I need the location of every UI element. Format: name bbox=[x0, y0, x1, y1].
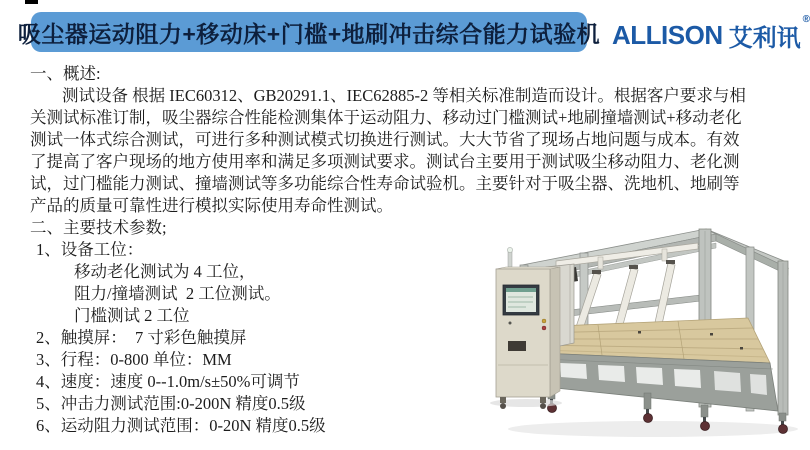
param-line: 2、触摸屏： 7 寸彩色触摸屏 bbox=[36, 328, 247, 347]
machine-photo bbox=[448, 215, 796, 447]
overview-line: 测试一体式综合测试，可进行多种测试模式切换进行测试。大大节省了现场占地问题与成本。有效 bbox=[30, 130, 740, 149]
registered-trademark-icon: ® bbox=[802, 14, 810, 25]
param-line: 5、冲击力测试范围:0-200N 精度0.5级 bbox=[36, 394, 306, 413]
brand-logo bbox=[612, 14, 810, 52]
scan-artifact bbox=[25, 0, 38, 4]
param-line: 3、行程：0-800 单位：MM bbox=[36, 350, 232, 369]
overview-line: 试，过门槛能力测试、撞墙测试等多功能综合性寿命试验机。主要针对于吸尘器、洗地机、地刷等 bbox=[30, 174, 740, 193]
params-heading: 二、主要技术参数; bbox=[30, 218, 167, 237]
overview-line: 测试设备 根据 IEC60312、GB20291.1、IEC62885-2 等相关标准制造而设计。根据客户要求与相 bbox=[62, 86, 746, 105]
overview-line: 关测试标准订制，吸尘器综合性能检测集体于运动阻力、移动过门槛测试+地刷撞墙测试+移动老化 bbox=[30, 108, 742, 127]
param-line: 1、设备工位： bbox=[36, 240, 144, 259]
param-line: 阻力/撞墙测试 2 工位测试。 bbox=[74, 284, 281, 303]
param-line: 4、速度：速度 0--1.0m/s±50%可调节 bbox=[36, 372, 300, 391]
title-bar bbox=[17, 12, 601, 52]
overview-line: 了提高了客户现场的地方使用率和满足多项测试要求。测试台主要用于测试吸尘移动阻力、老化测 bbox=[30, 152, 740, 171]
param-line: 移动老化测试为 4 工位， bbox=[74, 262, 256, 281]
logo-brand-cn-text: 艾利讯 bbox=[728, 24, 801, 52]
overview-line: 产品的质量可靠性进行模拟实际使用寿命性测试。 bbox=[30, 196, 393, 215]
logo-brand-text: ALLISON bbox=[612, 19, 723, 50]
page-title: 吸尘器运动阻力+移动床+门槛+地刷冲击综合能力试验机 bbox=[17, 20, 601, 47]
param-line: 6、运动阻力测试范围：0-20N 精度0.5级 bbox=[36, 416, 326, 435]
overview-heading: 一、概述: bbox=[30, 64, 101, 83]
param-line: 门槛测试 2 工位 bbox=[74, 306, 190, 325]
